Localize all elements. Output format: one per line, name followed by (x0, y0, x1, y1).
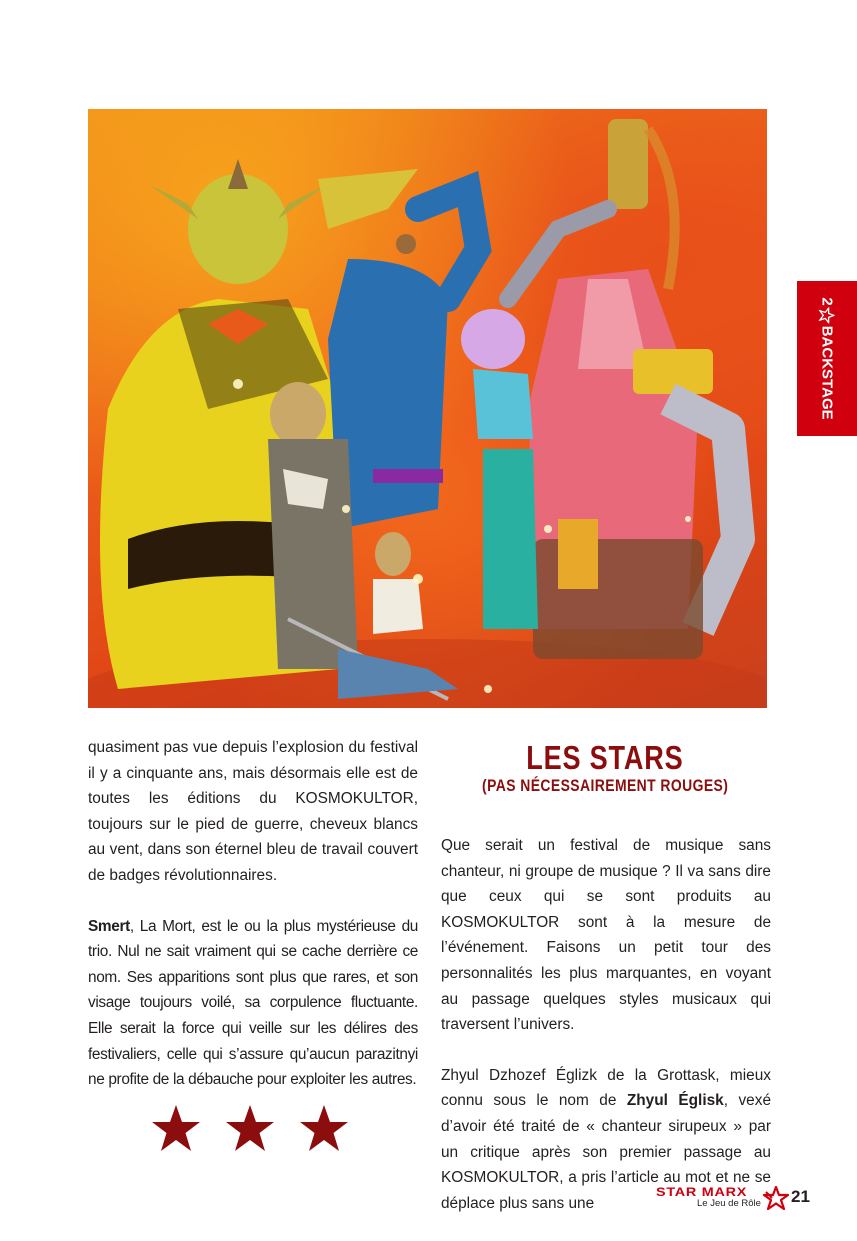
section-heading (441, 740, 769, 796)
left-column (88, 735, 418, 1118)
star-icon (298, 1103, 350, 1153)
chapter-label: BACKSTAGE (818, 325, 836, 420)
illustration-artwork (88, 109, 767, 708)
left-paragraph-2 (88, 914, 418, 1093)
left-paragraph-1: quasiment pas vue depuis l’explosion du festival il y a cinquante ans, mais désormais elle est de toutes les éditions du KOSMOKULTOR, toujours sur le pied de guerre, cheveux blancs au vent, dans son éternel bleu de travail couvert de badges révolutionnaires. (88, 739, 418, 884)
section-subtitle: (PAS NÉCESSAIREMENT ROUGES) (481, 776, 729, 795)
section-title: LES STARS (526, 739, 684, 776)
star-icon (150, 1103, 202, 1153)
right-paragraph-2-start: Zhyul Dzhozef Églizk de la Grottask, mieux connu sous le nom de (441, 1066, 771, 1110)
chapter-number: 2 (818, 297, 836, 306)
right-paragraph-2-rest: , vexé d’avoir été traité de « chanteur sirupeux » par un critique après son premier passage au KOSMOKULTOR, a pris l’article au mot et ne se déplace plus sans une (441, 1092, 771, 1212)
brand-name: STAR MARX (656, 1187, 748, 1199)
three-stars-divider (150, 1103, 350, 1153)
star-marx-logo-icon (762, 1186, 790, 1210)
right-paragraph-1: Que serait un festival de musique sans chanteur, ni groupe de musique ? Il va sans dire que ceux qui se sont produits au KOSMOKULTOR sont à la mesure de l’événement. Faisons un petit tour des personnalités les plus marquantes, en voyant au passage quelques styles musicaux qui traversent l’univers. (441, 837, 771, 1034)
left-paragraph-2-text: , La Mort, est le ou la plus mystérieuse du trio. Nul ne sait vraiment qui se cache derrière ce nom. Ses apparitions sont plus que rares, et son visage toujours voilé, sa corpulence fluctuante. Elle serait la force qui veille sur les délires des festivaliers, celle qui s’assure qu’aucun parazitnyi ne profite de la débauche pour exploiter les autres. (88, 917, 418, 1089)
page-number: 21 (791, 1187, 810, 1206)
red-star-logo-icon (819, 308, 835, 324)
page-footer (650, 1187, 820, 1213)
chapter-tab[interactable] (797, 281, 857, 436)
star-icon (224, 1103, 276, 1153)
right-column (441, 833, 771, 1241)
character-name-zhyul-eglisk: Zhyul Églisk (626, 1092, 724, 1110)
brand-tagline: Le Jeu de Rôle (697, 1198, 761, 1209)
band-illustration (88, 109, 767, 708)
character-name-smert: Smert (88, 917, 130, 935)
